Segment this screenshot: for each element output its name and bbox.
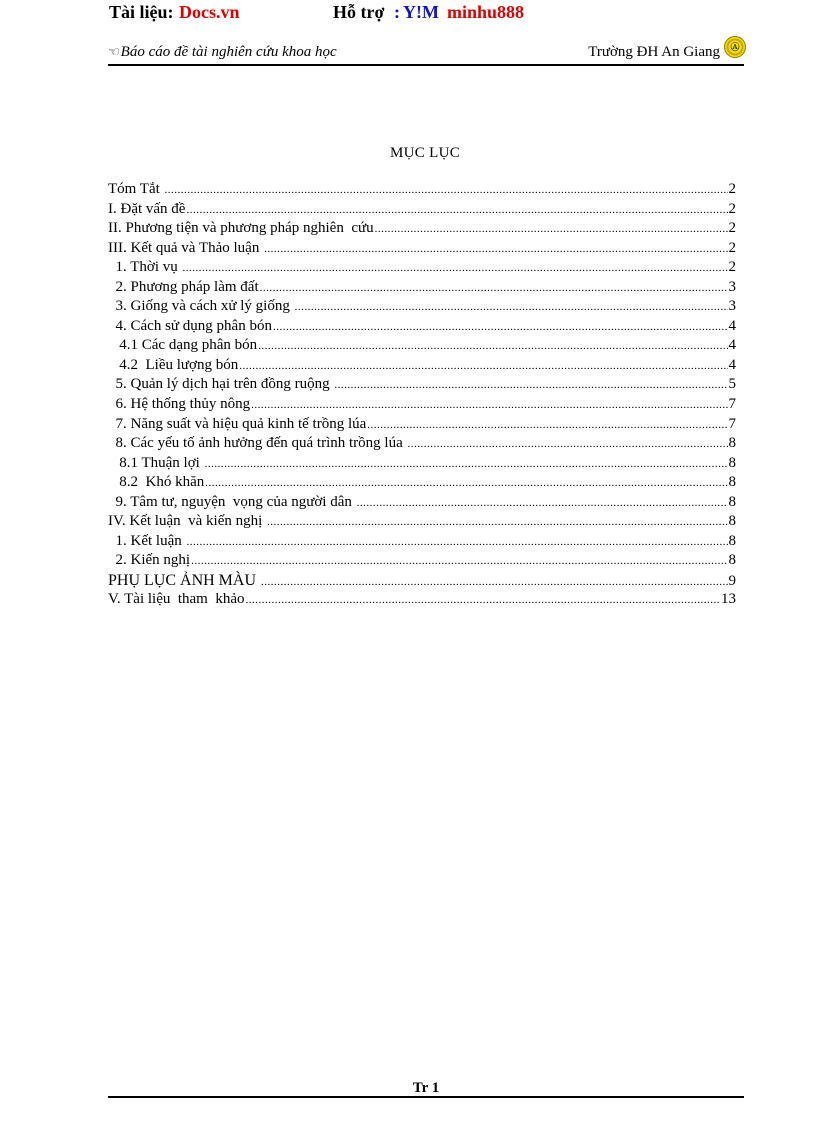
toc-entry-page: 8 xyxy=(728,435,736,452)
toc-entry-page: 4 xyxy=(728,356,736,373)
toc-entry-label: 5. Quản lý dịch hại trên đồng ruộng xyxy=(108,376,334,393)
toc-entry-label: III. Kết quả và Thảo luận xyxy=(108,239,264,256)
doc-site-link[interactable]: Docs.vn xyxy=(179,2,240,22)
toc-entry-label: 2. Phương pháp làm đất xyxy=(108,278,259,295)
toc-entry[interactable] xyxy=(108,493,736,513)
toc-entry-label: 9. Tâm tư, nguyện vọng của người dân xyxy=(108,493,356,510)
toc-title: MỤC LỤC xyxy=(389,145,461,161)
toc-entry-page: 2 xyxy=(728,220,736,237)
toc-entry-label: 4.2 Liều lượng bón xyxy=(108,356,239,373)
table-of-contents xyxy=(108,180,736,610)
toc-leader-dots xyxy=(251,396,727,416)
report-title xyxy=(108,44,337,61)
toc-entry-label: II. Phương tiện và phương pháp nghiên cứu xyxy=(108,220,374,237)
support-label: Hỗ trợ xyxy=(333,2,385,22)
toc-entry-page: 4 xyxy=(728,317,736,334)
toc-leader-dots xyxy=(264,240,727,260)
toc-entry-page: 4 xyxy=(728,337,736,354)
toc-entry[interactable] xyxy=(108,356,736,376)
toc-leader-dots xyxy=(375,220,728,240)
toc-entry[interactable] xyxy=(108,180,736,200)
toc-entry-label: 3. Giống và cách xử lý giống xyxy=(108,298,294,315)
toc-leader-dots xyxy=(186,533,727,553)
toc-entry-label: 1. Thời vụ xyxy=(108,259,182,276)
toc-leader-dots xyxy=(258,337,727,357)
toc-entry[interactable] xyxy=(108,375,736,395)
toc-entry-label: Tóm Tắt xyxy=(108,181,164,197)
toc-entry-page: 2 xyxy=(728,181,736,197)
toc-entry-label: 7. Năng suất và hiệu quả kinh tế trồng lúa xyxy=(108,415,367,432)
toc-entry-page: 7 xyxy=(728,396,736,413)
toc-entry-page: 7 xyxy=(728,415,736,432)
document-source-bar xyxy=(109,2,776,28)
toc-entry-label: PHỤ LỤC ẢNH MÀU xyxy=(108,571,261,589)
university-logo-icon: Ⓐ xyxy=(724,36,746,58)
ym-label: Y!M xyxy=(403,2,439,22)
report-title-text: Báo cáo đề tài nghiên cứu khoa học xyxy=(120,44,337,60)
toc-leader-dots xyxy=(260,279,728,299)
toc-entry-label: 8.2 Khó khăn xyxy=(108,474,205,491)
toc-entry[interactable] xyxy=(108,434,736,454)
toc-leader-dots xyxy=(165,181,728,201)
toc-leader-dots xyxy=(273,318,728,338)
university-name: Trường ĐH An Giang xyxy=(588,44,720,60)
toc-entry[interactable] xyxy=(108,219,736,239)
toc-entry-label: I. Đặt vấn đề xyxy=(108,200,186,217)
toc-entry-page: 3 xyxy=(728,278,736,295)
toc-leader-dots xyxy=(367,416,727,436)
toc-leader-dots xyxy=(246,591,720,611)
page-number: Tr 1 xyxy=(108,1080,744,1098)
toc-leader-dots xyxy=(261,573,727,593)
toc-entry-page: 13 xyxy=(721,591,736,608)
toc-entry-page: 8 xyxy=(728,532,736,549)
toc-entry-label: 6. Hệ thống thủy nông xyxy=(108,396,251,413)
toc-entry-label: 8.1 Thuận lợi xyxy=(108,454,204,471)
toc-entry[interactable] xyxy=(108,590,736,610)
toc-entry[interactable] xyxy=(108,473,736,493)
toc-entry[interactable] xyxy=(108,258,736,278)
toc-leader-dots xyxy=(239,357,727,377)
toc-entry[interactable] xyxy=(108,336,736,356)
toc-leader-dots xyxy=(205,474,727,494)
toc-leader-dots xyxy=(205,455,728,475)
toc-leader-dots xyxy=(186,201,727,221)
support-colon: : xyxy=(394,2,400,22)
toc-entry-page: 9 xyxy=(728,572,736,589)
toc-leader-dots xyxy=(191,552,727,572)
toc-entry-page: 8 xyxy=(728,552,736,569)
toc-entry-page: 2 xyxy=(728,239,736,256)
toc-entry[interactable] xyxy=(108,454,736,474)
toc-entry-label: 4. Cách sử dụng phân bón xyxy=(108,317,272,334)
toc-leader-dots xyxy=(267,513,727,533)
toc-entry[interactable] xyxy=(108,278,736,298)
toc-entry[interactable] xyxy=(108,239,736,259)
toc-entry[interactable] xyxy=(108,551,736,571)
toc-leader-dots xyxy=(408,435,728,455)
toc-entry[interactable] xyxy=(108,532,736,552)
toc-entry[interactable] xyxy=(108,512,736,532)
toc-leader-dots xyxy=(295,298,728,318)
toc-entry[interactable] xyxy=(108,200,736,220)
toc-entry-label: IV. Kết luận và kiến nghị xyxy=(108,513,267,530)
pointing-hand-icon: ☜ xyxy=(108,44,120,59)
toc-leader-dots xyxy=(183,259,728,279)
toc-entry[interactable] xyxy=(108,571,736,591)
toc-entry[interactable] xyxy=(108,297,736,317)
running-header xyxy=(108,44,744,66)
toc-entry-label: 2. Kiến nghị xyxy=(108,552,191,569)
toc-entry-label: 4.1 Các dạng phân bón xyxy=(108,337,258,354)
toc-entry[interactable] xyxy=(108,395,736,415)
toc-leader-dots xyxy=(357,494,728,514)
toc-entry[interactable] xyxy=(108,415,736,435)
toc-entry-label: 8. Các yếu tố ảnh hưởng đến quá trình trồng lúa xyxy=(108,435,407,452)
toc-entry-page: 3 xyxy=(728,298,736,315)
toc-entry-page: 8 xyxy=(728,454,736,471)
toc-entry-page: 5 xyxy=(728,376,736,393)
toc-entry-page: 8 xyxy=(728,513,736,530)
toc-entry-page: 8 xyxy=(728,474,736,491)
toc-entry[interactable] xyxy=(108,317,736,337)
toc-entry-label: 1. Kết luận xyxy=(108,532,186,549)
toc-entry-page: 2 xyxy=(728,259,736,276)
toc-leader-dots xyxy=(334,376,727,396)
ym-user-link[interactable]: minhu888 xyxy=(447,2,525,22)
doc-label: Tài liệu: xyxy=(109,2,174,22)
toc-entry-label: V. Tài liệu tham khảo xyxy=(108,591,245,608)
toc-entry-page: 8 xyxy=(728,493,736,510)
toc-entry-page: 2 xyxy=(728,200,736,217)
